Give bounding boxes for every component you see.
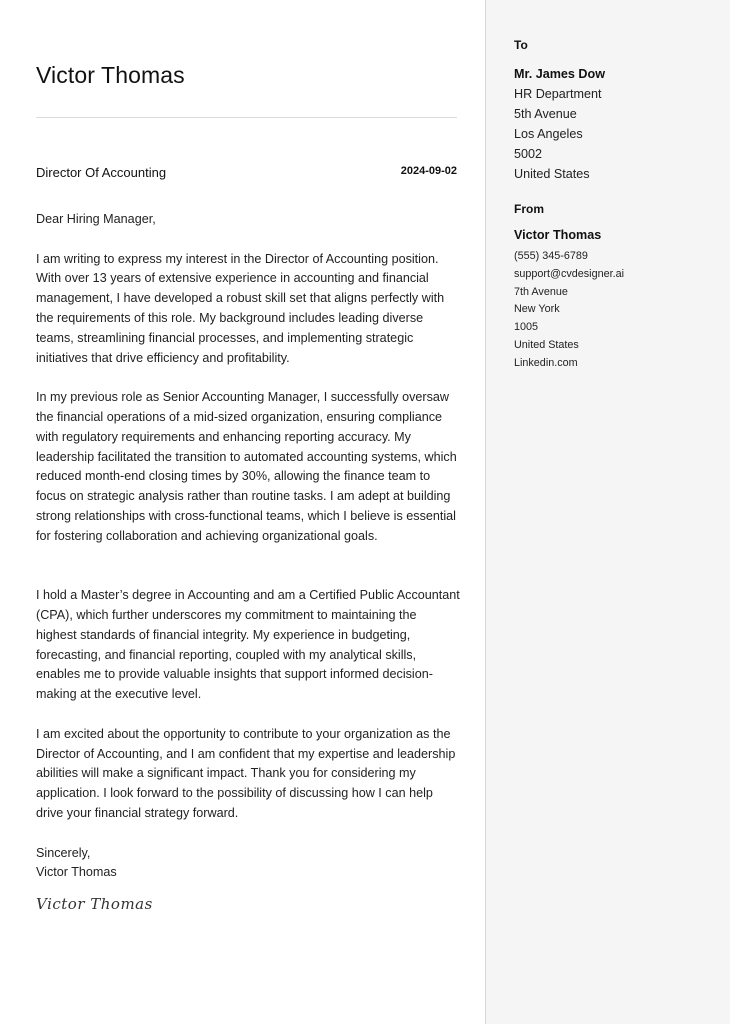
sender-zip: 1005 — [514, 321, 539, 334]
sender-phone: (555) 345-6789 — [514, 250, 588, 262]
recipient-country: United States — [514, 167, 590, 181]
letter-date: 2024-09-02 — [400, 165, 457, 177]
paragraph-4: I am excited about the opportunity to contribute to your organization as the Director of Accounting, and I am confident that my expertise and leadership abilities will make a significant impact. Thank you for considering my application. I look forward to the possibility of discussing how I can help drive your financial strategy forward. — [36, 726, 456, 820]
sender-country: United States — [514, 338, 579, 351]
paragraph-3: I hold a Master’s degree in Accounting and am a Certified Public Accountant (CPA), which further underscores my commitment to maintaining the highest standards of financial integrity. My experience in budgeting, forecasting, and financial reporting, coupled with my analytical skills, enables me to provide valuable insights that support informed decision-making at the executive level. — [36, 588, 460, 702]
header-divider — [36, 117, 457, 118]
paragraph-2: In my previous role as Senior Accounting Manager, I successfully oversaw the financial operations of a mid-sized organization, ensuring compliance with regulatory requirements and enhancing reporting accuracy. My leadership facilitated the transition to automated accounting systems, which reduced month-end closing times by 30%, allowing the finance team to focus on strategic analysis rather than routine tasks. I am adept at building strong relationships with cross-functional teams, which I believe is essential for fostering collaboration and achieving organizational goals. — [36, 390, 457, 543]
from-label: From — [514, 202, 544, 216]
closing: Sincerely, — [36, 845, 91, 860]
letter-body — [36, 210, 460, 883]
paragraph-1: I am writing to express my interest in the Director of Accounting position. With over 13 years of extensive experience in accounting and financial management, I have developed a robust skill set that aligns perfectly with the requirements of this role. My background includes leading diverse teams, streamlining financial processes, and implementing strategic initiatives that drive efficiency and profitability. — [36, 251, 445, 365]
sender-name: Victor Thomas — [514, 228, 602, 242]
sender-block — [514, 248, 624, 373]
greeting: Dear Hiring Manager, — [36, 212, 156, 226]
job-title: Director Of Accounting — [36, 165, 167, 180]
to-label: To — [514, 38, 528, 52]
closing-name: Victor Thomas — [36, 865, 117, 880]
recipient-city: Los Angeles — [514, 127, 583, 141]
recipient-zip: 5002 — [514, 147, 543, 161]
recipient-street: 5th Avenue — [514, 107, 577, 121]
sender-email: support@cvdesigner.ai — [514, 267, 624, 280]
recipient-block — [514, 64, 605, 184]
sender-name-heading: Victor Thomas — [36, 62, 185, 88]
sender-website: Linkedin.com — [514, 356, 578, 369]
address-sidebar — [485, 0, 730, 1024]
handwritten-signature: Victor Thomas — [36, 895, 153, 913]
recipient-department: HR Department — [514, 87, 602, 101]
sender-street: 7th Avenue — [514, 285, 568, 298]
sender-city: New York — [514, 303, 560, 316]
recipient-name: Mr. James Dow — [514, 67, 605, 81]
